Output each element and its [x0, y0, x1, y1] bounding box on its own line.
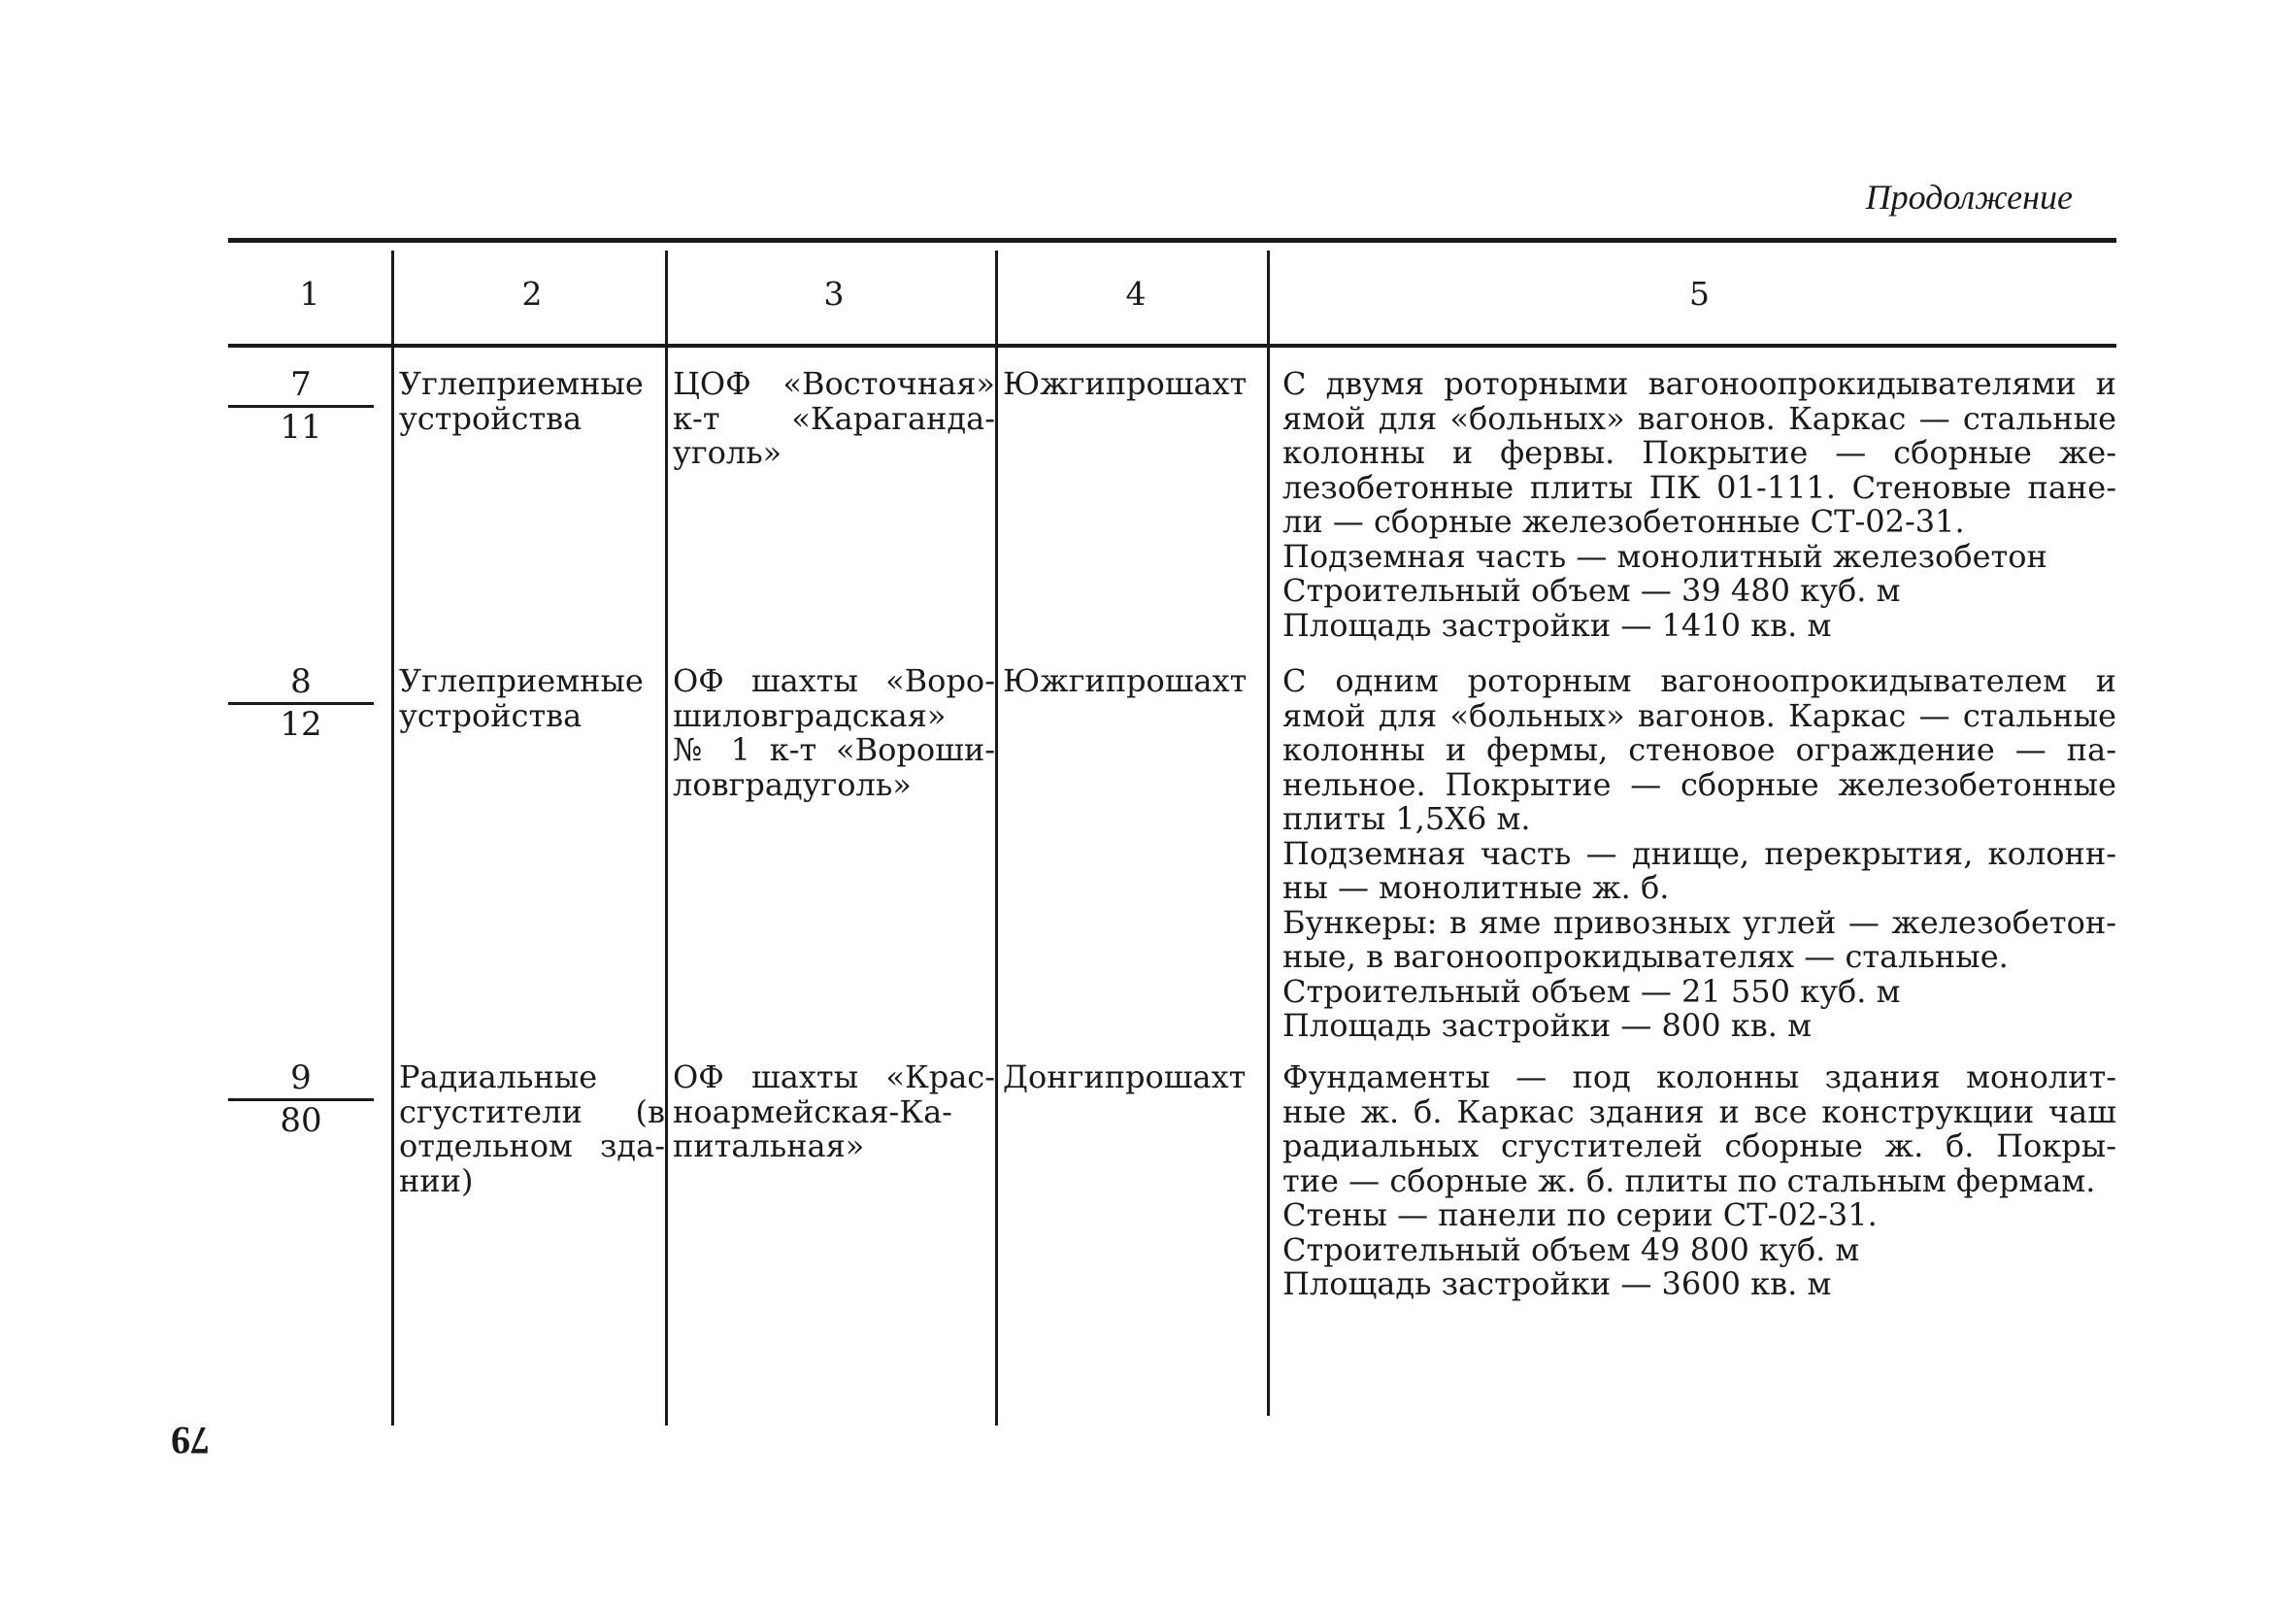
- object-cell: [391, 1060, 665, 1381]
- row-number: 8: [290, 662, 312, 701]
- site-line: ОФ шахты «Крас-: [673, 1058, 995, 1095]
- description-line: лезобетонные плиты ПК 01-111. Стеновые пане-: [1282, 468, 2116, 506]
- description-line: Площадь застройки — 1410 кв. м: [1282, 606, 1832, 644]
- description-line: радиальных сгустителей сборные ж. б. Покры-: [1282, 1127, 2116, 1164]
- description-line: колонны и фервы. Покрытие — сборные же-: [1282, 434, 2116, 471]
- designer-cell: [995, 367, 1269, 664]
- description-line: Стены — панели по серии СТ-02-31.: [1282, 1196, 1878, 1233]
- description-line: тие — сборные ж. б. плиты по стальным фермам.: [1282, 1161, 2096, 1199]
- description-cell: [1269, 664, 2116, 1060]
- object-line: Углеприемные: [399, 365, 644, 402]
- description-line: Строительный объем 49 800 куб. м: [1282, 1230, 1860, 1268]
- table-row: [228, 348, 2116, 664]
- row-number-fraction: [228, 367, 374, 445]
- description-line: колонны и фермы, стеновое ограждение — па-: [1282, 731, 2116, 768]
- site-line: шиловградская»: [673, 696, 947, 734]
- site-line: ЦОФ «Восточная»: [673, 365, 995, 402]
- header-col-5: 5: [1689, 274, 1710, 313]
- table-body: [228, 348, 2116, 1381]
- description-line: Подземная часть — днище, перекрытия, колонн-: [1282, 834, 2116, 872]
- row-number: 7: [290, 365, 312, 404]
- designer-name: Донгипрошахт: [1003, 1058, 1247, 1095]
- header-col-4: 4: [1125, 274, 1147, 313]
- description-line: ямой для «больных» вагонов. Каркас — стальные: [1282, 696, 2116, 734]
- site-line: питальная»: [673, 1127, 865, 1164]
- description-line: Бункеры: в яме привозных углей — железобетон-: [1282, 903, 2116, 941]
- description-line: ные ж. б. Каркас здания и все конструкции чаш: [1282, 1092, 2116, 1130]
- continuation-label: Продолжение: [1865, 178, 2073, 217]
- description-line: ли — сборные железобетонные СТ-02-31.: [1282, 503, 1965, 540]
- row-number-fraction: [228, 664, 374, 742]
- description-line: ны — монолитные ж. б.: [1282, 869, 1670, 906]
- description-line: С одним роторным вагоноопрокидывателем и: [1282, 662, 2116, 699]
- row-number-fraction: [228, 1060, 374, 1138]
- object-line: отдельном зда-: [399, 1127, 665, 1164]
- site-line: уголь»: [673, 434, 782, 471]
- site-line: ноармейская-Ка-: [673, 1092, 952, 1130]
- data-table: [228, 238, 2116, 1381]
- page-number: 79: [171, 1419, 210, 1462]
- description-line: ямой для «больных» вагонов. Каркас — стальные: [1282, 399, 2116, 437]
- description-line: Площадь застройки — 800 кв. м: [1282, 1007, 1813, 1044]
- description-line: Строительный объем — 21 550 куб. м: [1282, 972, 1901, 1010]
- table-row: [228, 1060, 2116, 1381]
- row-number-cell: [228, 664, 391, 1060]
- header-col-2: 2: [521, 274, 543, 313]
- description-line: плиты 1,5X6 м.: [1282, 800, 1531, 837]
- designer-name: Южгипрошахт: [1003, 662, 1248, 699]
- object-line: нии): [399, 1161, 474, 1199]
- site-line: ловградуголь»: [673, 765, 912, 803]
- object-line: Радиальные: [399, 1058, 598, 1095]
- description-cell: [1269, 367, 2116, 664]
- object-line: устройства: [399, 696, 582, 734]
- description-line: Строительный объем — 39 480 куб. м: [1282, 572, 1901, 609]
- description-line: Площадь застройки — 3600 кв. м: [1282, 1265, 1832, 1302]
- description-line: нельное. Покрытие — сборные железобетонные: [1282, 765, 2116, 803]
- row-number-cell: [228, 1060, 391, 1381]
- table-header: [228, 243, 2116, 344]
- object-line: устройства: [399, 399, 582, 437]
- object-cell: [391, 367, 665, 664]
- row-number: 9: [290, 1058, 312, 1097]
- designer-cell: [995, 1060, 1269, 1381]
- description-cell: [1269, 1060, 2116, 1381]
- site-line: к-т «Караганда-: [673, 399, 995, 437]
- site-line: № 1 к-т «Вороши-: [673, 731, 995, 768]
- object-cell: [391, 664, 665, 1060]
- header-col-1: 1: [299, 274, 320, 313]
- description-line: Подземная часть — монолитный железобетон: [1282, 537, 2047, 575]
- row-number-cell: [228, 367, 391, 664]
- object-line: сгустители (в: [399, 1092, 665, 1130]
- designer-name: Южгипрошахт: [1003, 365, 1248, 402]
- description-line: С двумя роторными вагоноопрокидывателями и: [1282, 365, 2116, 402]
- description-line: ные, в вагоноопрокидывателях — стальные.: [1282, 938, 2009, 975]
- site-cell: [665, 367, 995, 664]
- header-col-3: 3: [823, 274, 845, 313]
- row-reference-number: 12: [280, 705, 322, 744]
- site-cell: [665, 664, 995, 1060]
- object-line: Углеприемные: [399, 662, 644, 699]
- table-row: [228, 664, 2116, 1060]
- site-cell: [665, 1060, 995, 1381]
- row-reference-number: 80: [280, 1101, 322, 1140]
- row-reference-number: 11: [280, 408, 322, 447]
- description-line: Фундаменты — под колонны здания монолит-: [1282, 1058, 2116, 1095]
- site-line: ОФ шахты «Воро-: [673, 662, 995, 699]
- designer-cell: [995, 664, 1269, 1060]
